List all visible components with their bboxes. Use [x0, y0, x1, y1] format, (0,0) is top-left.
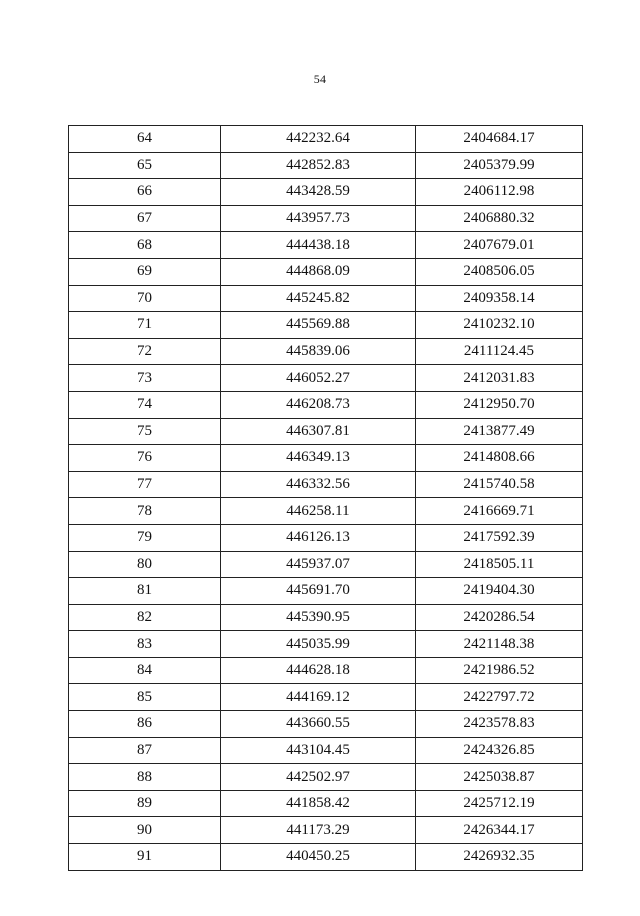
x-coordinate-cell: 442232.64 — [221, 126, 416, 153]
table-body — [69, 126, 583, 871]
point-number-cell: 81 — [69, 578, 221, 605]
y-coordinate-cell: 2409358.14 — [416, 285, 583, 312]
x-coordinate-cell: 444438.18 — [221, 232, 416, 259]
y-coordinate-cell: 2425712.19 — [416, 790, 583, 817]
point-number-cell: 86 — [69, 711, 221, 738]
table-row — [69, 578, 583, 605]
point-number-cell: 65 — [69, 152, 221, 179]
point-number-cell: 83 — [69, 631, 221, 658]
x-coordinate-cell: 446258.11 — [221, 498, 416, 525]
x-coordinate-cell: 445691.70 — [221, 578, 416, 605]
y-coordinate-cell: 2412031.83 — [416, 365, 583, 392]
y-coordinate-cell: 2406112.98 — [416, 179, 583, 206]
y-coordinate-cell: 2414808.66 — [416, 445, 583, 472]
x-coordinate-cell: 444169.12 — [221, 684, 416, 711]
y-coordinate-cell: 2417592.39 — [416, 524, 583, 551]
page-number: 54 — [313, 72, 327, 86]
x-coordinate-cell: 444868.09 — [221, 258, 416, 285]
point-number-cell: 76 — [69, 445, 221, 472]
table-row — [69, 844, 583, 871]
table-row — [69, 126, 583, 153]
y-coordinate-cell: 2421986.52 — [416, 657, 583, 684]
table-row — [69, 179, 583, 206]
table-row — [69, 657, 583, 684]
point-number-cell: 72 — [69, 338, 221, 365]
point-number-cell: 91 — [69, 844, 221, 871]
point-number-cell: 88 — [69, 764, 221, 791]
table-row — [69, 498, 583, 525]
y-coordinate-cell: 2419404.30 — [416, 578, 583, 605]
point-number-cell: 82 — [69, 604, 221, 631]
y-coordinate-cell: 2422797.72 — [416, 684, 583, 711]
x-coordinate-cell: 445035.99 — [221, 631, 416, 658]
table-row — [69, 152, 583, 179]
y-coordinate-cell: 2407679.01 — [416, 232, 583, 259]
y-coordinate-cell: 2424326.85 — [416, 737, 583, 764]
point-number-cell: 87 — [69, 737, 221, 764]
x-coordinate-cell: 441858.42 — [221, 790, 416, 817]
table-row — [69, 711, 583, 738]
y-coordinate-cell: 2426932.35 — [416, 844, 583, 871]
table-row — [69, 365, 583, 392]
table-row — [69, 418, 583, 445]
y-coordinate-cell: 2411124.45 — [416, 338, 583, 365]
point-number-cell: 68 — [69, 232, 221, 259]
x-coordinate-cell: 446126.13 — [221, 524, 416, 551]
point-number-cell: 77 — [69, 471, 221, 498]
table-row — [69, 524, 583, 551]
x-coordinate-cell: 441173.29 — [221, 817, 416, 844]
table-row — [69, 445, 583, 472]
y-coordinate-cell: 2415740.58 — [416, 471, 583, 498]
point-number-cell: 90 — [69, 817, 221, 844]
table-row — [69, 737, 583, 764]
table-row — [69, 817, 583, 844]
x-coordinate-cell: 446349.13 — [221, 445, 416, 472]
x-coordinate-cell: 443660.55 — [221, 711, 416, 738]
x-coordinate-cell: 445390.95 — [221, 604, 416, 631]
x-coordinate-cell: 445839.06 — [221, 338, 416, 365]
table-row — [69, 391, 583, 418]
point-number-cell: 73 — [69, 365, 221, 392]
y-coordinate-cell: 2405379.99 — [416, 152, 583, 179]
point-number-cell: 69 — [69, 258, 221, 285]
point-number-cell: 79 — [69, 524, 221, 551]
x-coordinate-cell: 446307.81 — [221, 418, 416, 445]
point-number-cell: 67 — [69, 205, 221, 232]
point-number-cell: 71 — [69, 312, 221, 339]
y-coordinate-cell: 2412950.70 — [416, 391, 583, 418]
y-coordinate-cell: 2406880.32 — [416, 205, 583, 232]
x-coordinate-cell: 442502.97 — [221, 764, 416, 791]
y-coordinate-cell: 2413877.49 — [416, 418, 583, 445]
y-coordinate-cell: 2416669.71 — [416, 498, 583, 525]
y-coordinate-cell: 2404684.17 — [416, 126, 583, 153]
point-number-cell: 64 — [69, 126, 221, 153]
table-row — [69, 205, 583, 232]
table-row — [69, 258, 583, 285]
y-coordinate-cell: 2410232.10 — [416, 312, 583, 339]
y-coordinate-cell: 2420286.54 — [416, 604, 583, 631]
y-coordinate-cell: 2425038.87 — [416, 764, 583, 791]
y-coordinate-cell: 2421148.38 — [416, 631, 583, 658]
table-row — [69, 551, 583, 578]
x-coordinate-cell: 445245.82 — [221, 285, 416, 312]
x-coordinate-cell: 446208.73 — [221, 391, 416, 418]
point-number-cell: 84 — [69, 657, 221, 684]
point-number-cell: 80 — [69, 551, 221, 578]
y-coordinate-cell: 2408506.05 — [416, 258, 583, 285]
y-coordinate-cell: 2418505.11 — [416, 551, 583, 578]
x-coordinate-cell: 443428.59 — [221, 179, 416, 206]
table-row — [69, 604, 583, 631]
y-coordinate-cell: 2423578.83 — [416, 711, 583, 738]
point-number-cell: 85 — [69, 684, 221, 711]
coordinate-table — [68, 125, 583, 871]
table-row — [69, 232, 583, 259]
x-coordinate-cell: 443104.45 — [221, 737, 416, 764]
point-number-cell: 78 — [69, 498, 221, 525]
x-coordinate-cell: 440450.25 — [221, 844, 416, 871]
table-row — [69, 631, 583, 658]
point-number-cell: 66 — [69, 179, 221, 206]
table-row — [69, 764, 583, 791]
point-number-cell: 70 — [69, 285, 221, 312]
x-coordinate-cell: 446052.27 — [221, 365, 416, 392]
x-coordinate-cell: 445937.07 — [221, 551, 416, 578]
table-row — [69, 684, 583, 711]
point-number-cell: 75 — [69, 418, 221, 445]
y-coordinate-cell: 2426344.17 — [416, 817, 583, 844]
table-row — [69, 312, 583, 339]
point-number-cell: 89 — [69, 790, 221, 817]
point-number-cell: 74 — [69, 391, 221, 418]
x-coordinate-cell: 446332.56 — [221, 471, 416, 498]
x-coordinate-cell: 444628.18 — [221, 657, 416, 684]
x-coordinate-cell: 443957.73 — [221, 205, 416, 232]
table-row — [69, 790, 583, 817]
table-row — [69, 471, 583, 498]
x-coordinate-cell: 445569.88 — [221, 312, 416, 339]
x-coordinate-cell: 442852.83 — [221, 152, 416, 179]
table-row — [69, 285, 583, 312]
table-row — [69, 338, 583, 365]
